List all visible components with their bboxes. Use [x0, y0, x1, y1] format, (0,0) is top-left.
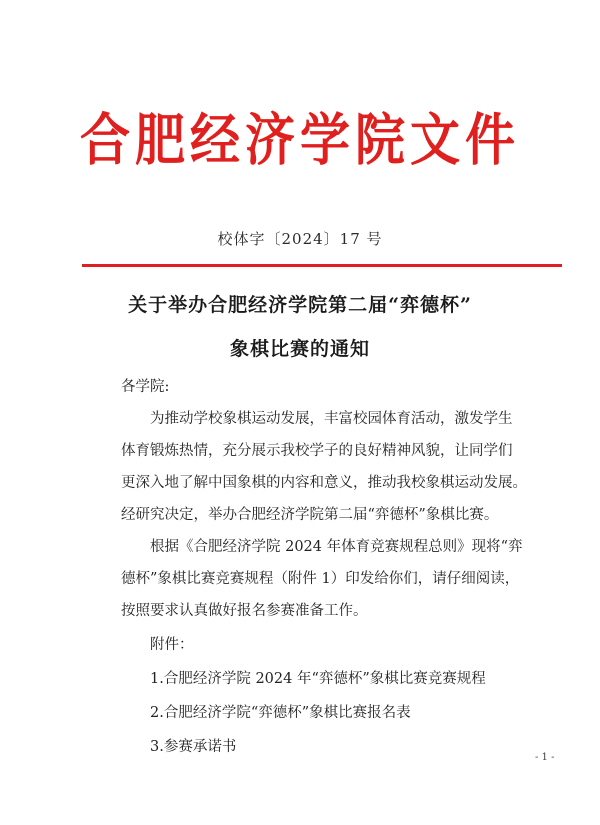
paragraph-2-line: 德杯”象棋比赛竞赛规程（附件 1）印发给你们，请仔细阅读， — [121, 571, 520, 587]
salutation: 各学院: — [121, 379, 170, 395]
attachment-item: 3.参赛承诺书 — [150, 739, 237, 755]
attachments-label: 附件： — [150, 637, 194, 653]
paragraph-1-line: 更深入地了解中国象棋的内容和意义，推动我校象棋运动发展。 — [121, 475, 527, 491]
red-divider-line — [82, 264, 562, 267]
paragraph-1-line: 为推动学校象棋运动发展，丰富校园体育活动，激发学生 — [150, 411, 513, 427]
page-number: - 1 - — [535, 752, 555, 763]
attachment-item: 2.合肥经济学院“弈德杯”象棋比赛报名表 — [150, 705, 411, 721]
document-number: 校体字〔2024〕17 号 — [217, 230, 383, 248]
notice-title-line-2: 象棋比赛的通知 — [229, 338, 370, 360]
paragraph-1-line: 经研究决定，举办合肥经济学院第二届“弈德杯”象棋比赛。 — [121, 507, 499, 523]
attachment-item: 1.合肥经济学院 2024 年“弈德杯”象棋比赛竞赛规程 — [150, 671, 486, 687]
paragraph-2-line: 按照要求认真做好报名参赛准备工作。 — [121, 603, 368, 619]
paragraph-2-line: 根据《合肥经济学院 2024 年体育竞赛规程总则》现将“弈 — [150, 539, 523, 555]
org-header-title: 合肥经济学院文件 — [80, 108, 520, 173]
paragraph-1-line: 体育锻炼热情，充分展示我校学子的良好精神风貌，让同学们 — [121, 443, 513, 459]
notice-title-line-1: 关于举办合肥经济学院第二届“弈德杯” — [128, 294, 472, 316]
